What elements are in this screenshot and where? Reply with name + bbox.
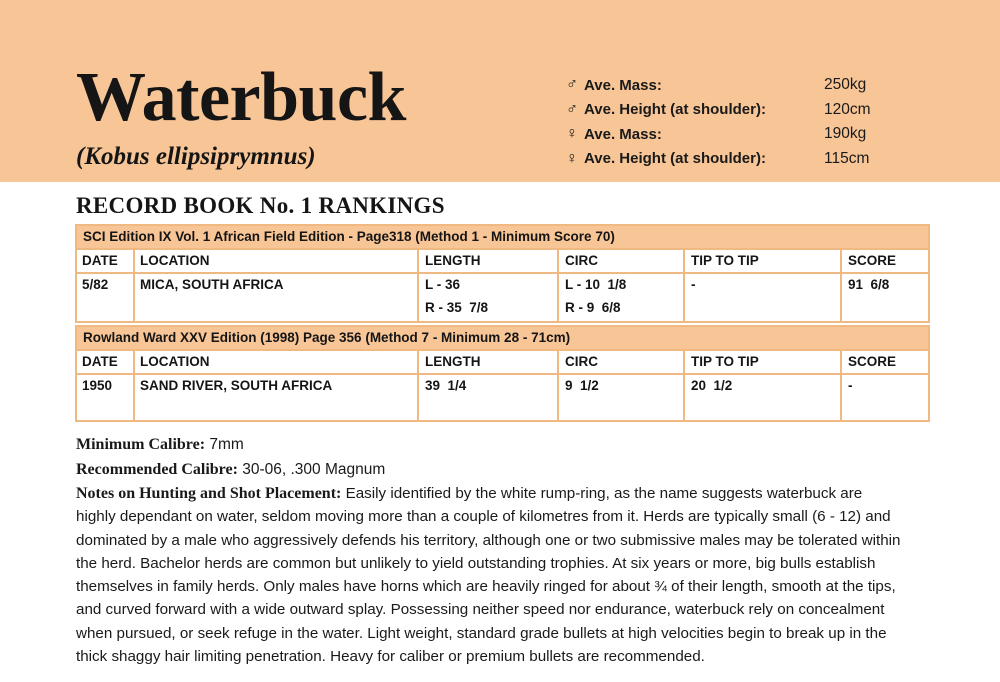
stat-label: Ave. Height (at shoulder): [584, 150, 766, 168]
stat-value: 190kg [824, 125, 867, 143]
stat-label: Ave. Mass: [584, 125, 662, 143]
stat-row-male-mass [566, 73, 896, 98]
page-title: Waterbuck [76, 59, 406, 136]
female-symbol-icon: ♀ [566, 125, 578, 143]
cell-date: 1950 [82, 378, 113, 393]
cell-length: 39 1/4 [425, 378, 467, 393]
header-length: LENGTH [425, 253, 481, 268]
cell-tip-to-tip: 20 1/2 [691, 378, 733, 393]
cell-circ: 9 1/2 [565, 378, 599, 393]
cell-location: MICA, SOUTH AFRICA [140, 277, 284, 292]
male-symbol-icon: ♂ [566, 100, 578, 118]
male-symbol-icon: ♂ [566, 76, 578, 94]
minimum-calibre-value: 7mm [209, 436, 244, 453]
column-divider [557, 250, 559, 321]
sci-rankings-table [75, 224, 930, 323]
table-caption: SCI Edition IX Vol. 1 African Field Edition - Page318 (Method 1 - Minimum Score 70) [77, 226, 928, 250]
table-grid [77, 351, 928, 420]
column-divider [683, 250, 685, 321]
header-banner [0, 0, 1000, 182]
header-score: SCORE [848, 354, 897, 369]
header-date: DATE [82, 253, 118, 268]
recommended-calibre [76, 457, 936, 482]
notes-line: themselves in family herds. Only males have horns which are heavily ringed for about ¾ of their length, smooth at the tips, [76, 578, 896, 596]
notes-line: when pursued, or seek refuge in the water. Light weight, standard grade bullets at high velocities begin to break up in the [76, 624, 887, 642]
recommended-calibre-value: 30-06, .300 Magnum [242, 461, 386, 478]
cell-score: - [848, 378, 853, 393]
column-divider [683, 351, 685, 420]
cell-date: 5/82 [82, 277, 109, 292]
header-length: LENGTH [425, 354, 481, 369]
column-divider [557, 351, 559, 420]
stat-label: Ave. Height (at shoulder): [584, 101, 766, 119]
stat-value: 115cm [824, 149, 870, 167]
cell-circ-right: R - 9 6/8 [565, 300, 621, 315]
cell-circ-left: L - 10 1/8 [565, 277, 627, 292]
notes-line: dominated by a male who aggressively defends his territory, although one or two submissive males may be tolerated within [76, 531, 901, 549]
header-location: LOCATION [140, 354, 210, 369]
header-tip-to-tip: TIP TO TIP [691, 253, 759, 268]
header-circ: CIRC [565, 253, 598, 268]
table-caption: Rowland Ward XXV Edition (1998) Page 356 (Method 7 - Minimum 28 - 71cm) [77, 327, 928, 351]
stat-row-female-mass [566, 122, 896, 147]
stats-panel [566, 73, 896, 171]
recommended-calibre-label: Recommended Calibre: [76, 461, 238, 478]
notes-line: and curved forward with a wide outward splay. Possessing neither speed nor endurance, waterbuck rely on concealment [76, 601, 885, 619]
cell-length-left: L - 36 [425, 277, 461, 292]
stat-row-male-height [566, 98, 896, 123]
stat-value: 120cm [824, 100, 871, 118]
header-location: LOCATION [140, 253, 210, 268]
notes-line: highly dependant on water, seldom moving more than a couple of kilometres from it. Herds are typically small (6 - 12) and [76, 508, 891, 526]
rowland-ward-rankings-table [75, 325, 930, 422]
column-divider [840, 250, 842, 321]
minimum-calibre-label: Minimum Calibre: [76, 436, 206, 453]
column-divider [133, 250, 135, 321]
stat-row-female-height [566, 147, 896, 172]
notes-label: Notes on Hunting and Shot Placement: [76, 485, 342, 502]
hunting-notes [76, 482, 936, 668]
header-score: SCORE [848, 253, 897, 268]
column-divider [840, 351, 842, 420]
header-circ: CIRC [565, 354, 598, 369]
cell-score: 91 6/8 [848, 277, 890, 292]
female-symbol-icon: ♀ [566, 149, 578, 167]
column-divider [417, 250, 419, 321]
header-tip-to-tip: TIP TO TIP [691, 354, 759, 369]
cell-location: SAND RIVER, SOUTH AFRICA [140, 378, 333, 393]
header-date: DATE [82, 354, 118, 369]
rankings-heading: RECORD BOOK No. 1 RANKINGS [76, 193, 445, 218]
cell-length-right: R - 35 7/8 [425, 300, 489, 315]
table-grid [77, 250, 928, 321]
notes-line: the herd. Bachelor herds are common but unlikely to yield outstanding trophies. At six years or more, big bulls establish [76, 554, 876, 572]
scientific-name: (Kobus ellipsiprymnus) [76, 143, 316, 170]
notes-section [76, 432, 936, 668]
column-divider [133, 351, 135, 420]
stat-value: 250kg [824, 76, 867, 94]
minimum-calibre [76, 432, 936, 457]
notes-line: thick shaggy hair limiting penetration. Heavy for caliber or premium bullets are recommended. [76, 648, 705, 666]
notes-line [76, 482, 936, 505]
notes-text: Easily identified by the white rump-ring, as the name suggests waterbuck are [345, 485, 863, 502]
cell-tip-to-tip: - [691, 277, 696, 292]
column-divider [417, 351, 419, 420]
stat-label: Ave. Mass: [584, 76, 662, 94]
